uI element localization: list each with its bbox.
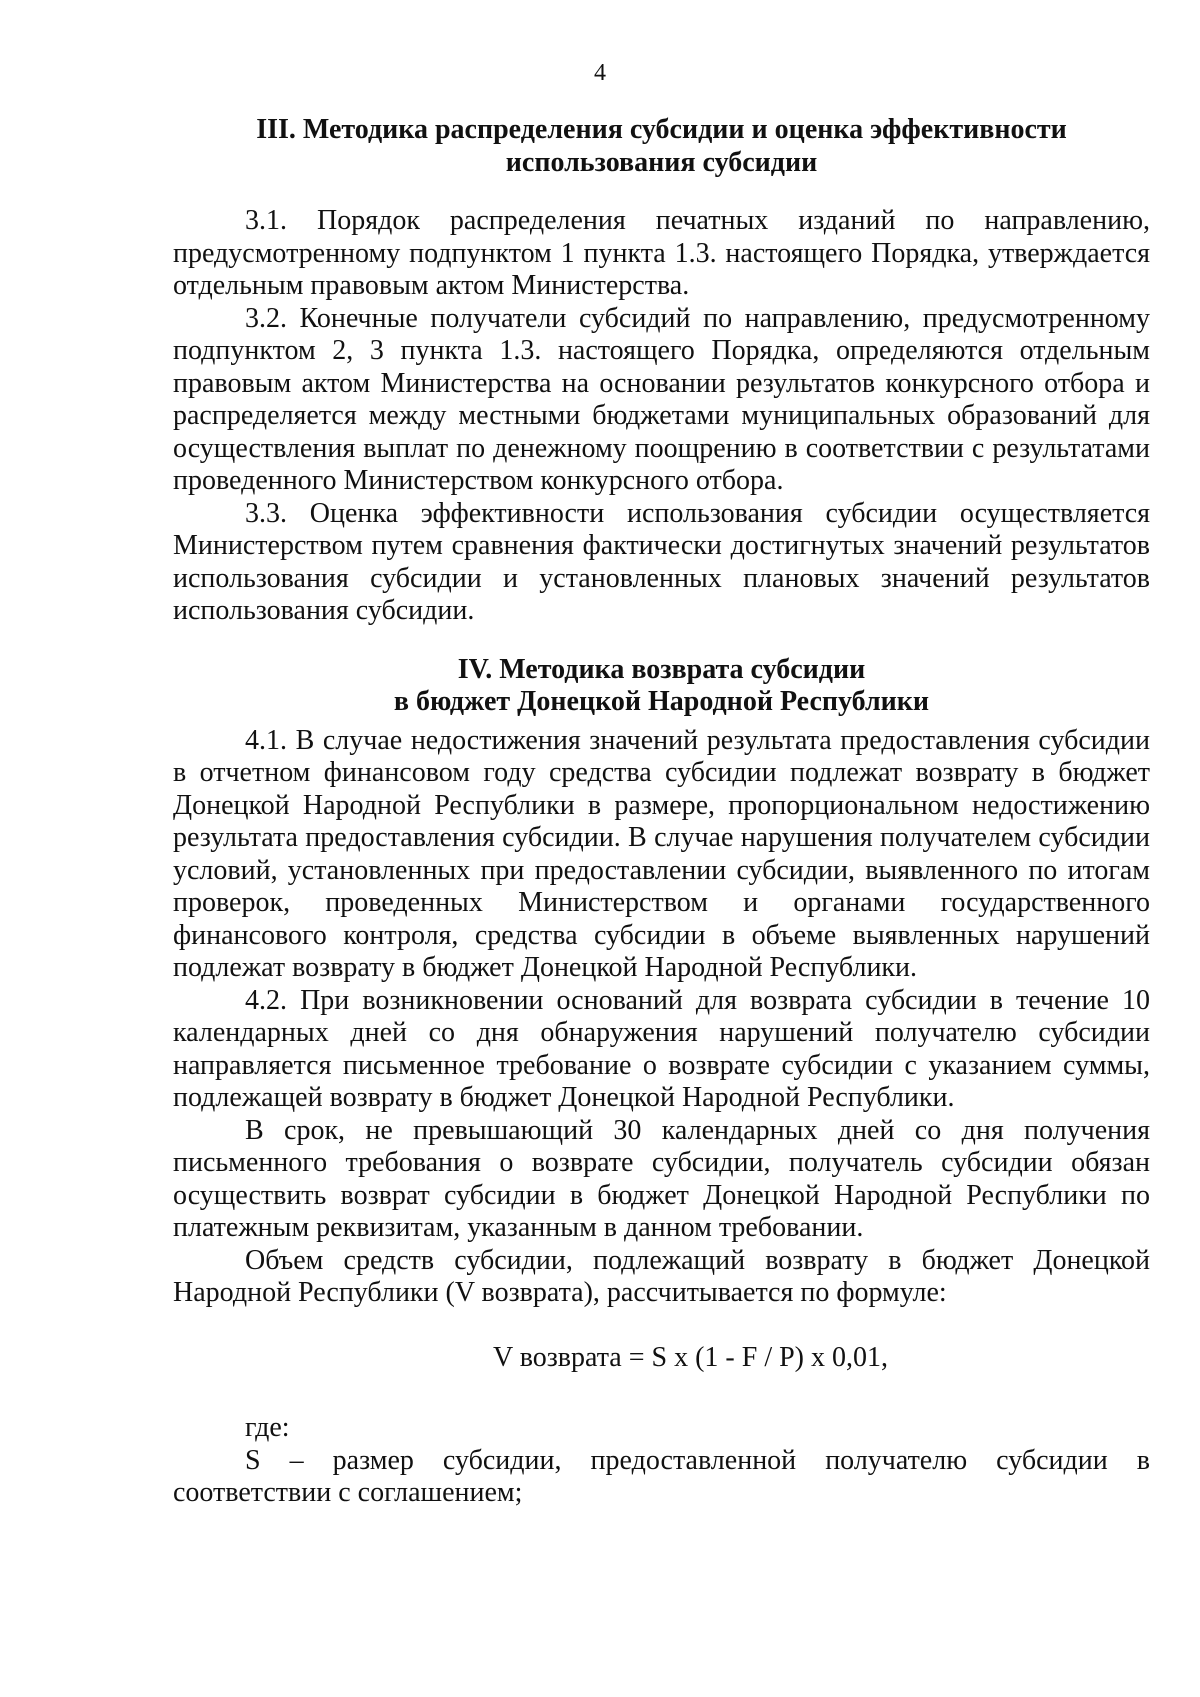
section-4-heading-line-1: IV. Методика возврата субсидии	[457, 653, 866, 685]
formula-where-label: где:	[245, 1412, 290, 1443]
paragraph-3-1: 3.1. Порядок распределения печатных изданий по направлению, предусмотренному подпунктом 1 пункта 1.3. настоящего Порядка, утверждается отдельным правовым актом Министерства.	[173, 205, 1150, 301]
paragraph-4-1: 4.1. В случае недостижения значений результата предоставления субсидии в отчетном финансовом году средства субсидии подлежат возврату в бюджет Донецкой Народной Республики в размере, пропорциональном недостижению результата предоставления субсидии. В случае нарушения получателем субсидии условий, установленных при предоставлении субсидии, выявленного по итогам проверок, проведенных Министерством и органами государственного финансового контроля, средства субсидии в объеме выявленных нарушений подлежат возврату в бюджет Донецкой Народной Республики.	[173, 724, 1150, 983]
section-3-heading	[173, 114, 1150, 179]
paragraph-return-volume: Объем средств субсидии, подлежащий возврату в бюджет Донецкой Народной Республики (V возврата), рассчитывается по формуле:	[173, 1244, 1150, 1308]
document-body	[173, 114, 1150, 1510]
section-4-heading-line-2: в бюджет Донецкой Народной Республики	[393, 686, 930, 717]
section-4-heading	[173, 654, 1150, 719]
section-3-heading-line-1: III. Методика распределения субсидии и оценка эффективности	[256, 114, 1067, 145]
return-formula: V возврата = S x (1 - F / P) x 0,01,	[493, 1341, 888, 1373]
paragraph-3-3: 3.3. Оценка эффективности использования субсидии осуществляется Министерством путем сравнения фактически достигнутых значений результатов использования субсидии и установленных плановых значений результатов использования субсидии.	[173, 497, 1150, 626]
paragraph-return-deadline: В срок, не превышающий 30 календарных дней со дня получения письменного требования о возврате субсидии, получатель субсидии обязан осуществить возврат субсидии в бюджет Донецкой Народной Республики по платежным реквизитам, указанным в данном требовании.	[173, 1114, 1150, 1243]
definition-s: S – размер субсидии, предоставленной получателю субсидии в соответствии с соглашением;	[173, 1444, 1150, 1508]
page-number: 4	[594, 60, 606, 86]
paragraph-4-2: 4.2. При возникновении оснований для возврата субсидии в течение 10 календарных дней со дня обнаружения нарушений получателю субсидии направляется письменное требование о возврате субсидии с указанием суммы, подлежащей возврату в бюджет Донецкой Народной Республики.	[173, 984, 1150, 1113]
section-3-heading-line-2: использования субсидии	[505, 146, 818, 178]
paragraph-3-2: 3.2. Конечные получатели субсидий по направлению, предусмотренному подпунктом 2, 3 пункта 1.3. настоящего Порядка, определяются отдельным правовым актом Министерства на основании результатов конкурсного отбора и распределяется между местными бюджетами муниципальных образований для осуществления выплат по денежному поощрению в соответствии с результатами проведенного Министерством конкурсного отбора.	[173, 302, 1150, 496]
